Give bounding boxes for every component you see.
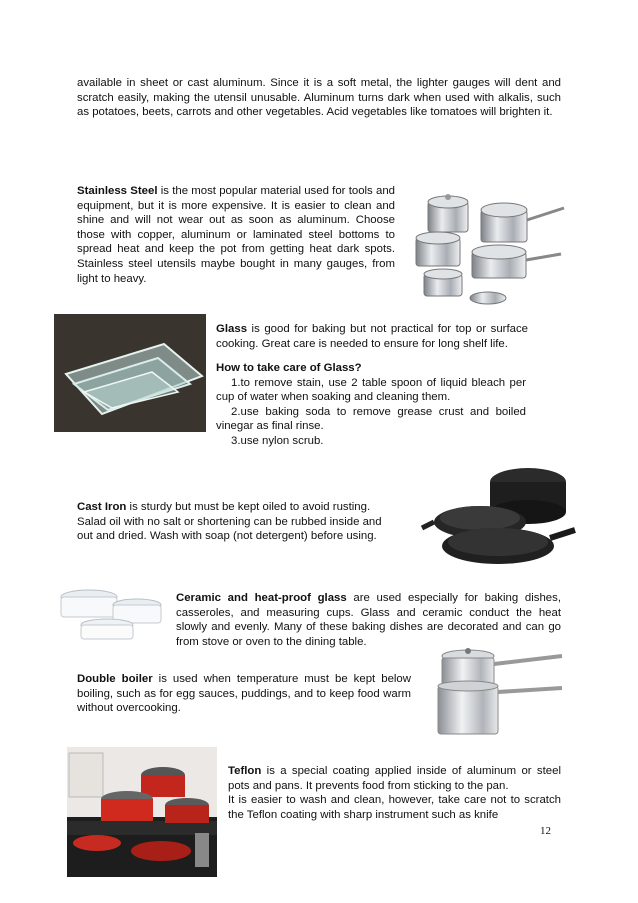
double-boiler-text: is used when temperature must be kept below boiling, such as for egg sauces, puddings, and to keep food warm without overcooking. <box>77 673 411 715</box>
glass-text: is good for baking but not practical for top or surface cooking. Great care is needed to ensure for long shelf life. <box>216 323 528 350</box>
page-number: 12 <box>540 825 551 837</box>
aluminum-paragraph <box>77 76 561 120</box>
glass-term: Glass <box>216 323 248 335</box>
stainless-steel-term: Stainless Steel <box>77 185 158 197</box>
glass-paragraph <box>216 322 528 351</box>
teflon-paragraph <box>228 764 561 822</box>
ceramic-paragraph <box>176 591 561 649</box>
ceramic-text: are used especially for baking dishes, casseroles, and measuring cups. Glass and ceramic conduct the heat slowly and evenly. Many of these baking dishes are decorated and can go from stove or oven to the dining table. <box>176 592 561 648</box>
aluminum-text: available in sheet or cast aluminum. Since it is a soft metal, the lighter gauges will dent and scratch easily, making the utensil unusable. Aluminum turns dark when used with alkalis, such as potatoes, beets, carrots and other vegetables. Acid vegetables like tomatoes will brighten it. <box>77 77 561 119</box>
glass-care-step-3: 3.use nylon scrub. <box>231 434 324 447</box>
ceramic-dishes-image <box>55 575 165 645</box>
teflon-cookware-set-image <box>67 747 217 877</box>
teflon-text-2: It is easier to wash and clean, however, take care not to scratch the Teflon coating with sharp instrument such as knife <box>228 794 561 821</box>
cast-iron-text: is sturdy but must be kept oiled to avoid rusting. <box>126 501 371 513</box>
double-boiler-term: Double boiler <box>77 673 153 685</box>
double-boiler-image <box>424 648 564 744</box>
stainless-steel-cookware-image <box>406 180 568 310</box>
teflon-text: is a special coating applied inside of aluminum or steel pots and pans. It prevents food from sticking to the pan. <box>228 765 561 792</box>
teflon-term: Teflon <box>228 765 262 777</box>
stainless-steel-text: is the most popular material used for tools and equipment, but it is more expensive. It is easier to clean and shine and will not wear out as soon as aluminum. Choose those with copper, aluminum or laminated steel bottoms to spread heat and keep the pot from getting heat dark spots. Stainless steel utensils maybe bought in many gauges, from light to heavy. <box>77 185 395 285</box>
cast-iron-paragraph <box>77 500 393 544</box>
glass-care-heading: How to take care of Glass? <box>216 362 362 374</box>
glass-care-step-2: 2.use baking soda to remove grease crust and boiled vinegar as final rinse. <box>216 405 526 433</box>
stainless-steel-paragraph <box>77 184 395 286</box>
glass-baking-dishes-image <box>54 314 206 432</box>
double-boiler-paragraph <box>77 672 411 716</box>
cast-iron-term: Cast Iron <box>77 501 127 513</box>
glass-care-step-1: 1.to remove stain, use 2 table spoon of liquid bleach per cup of water when soaking and cleaning them. <box>216 376 526 404</box>
cast-iron-text-2: Salad oil with no salt or shortening can be rubbed inside and out and dried. Wash with soap (not detergent) before using. <box>77 515 382 543</box>
cast-iron-cookware-image <box>420 454 576 572</box>
glass-care-section <box>216 361 526 449</box>
ceramic-term: Ceramic and heat-proof glass <box>176 592 347 604</box>
